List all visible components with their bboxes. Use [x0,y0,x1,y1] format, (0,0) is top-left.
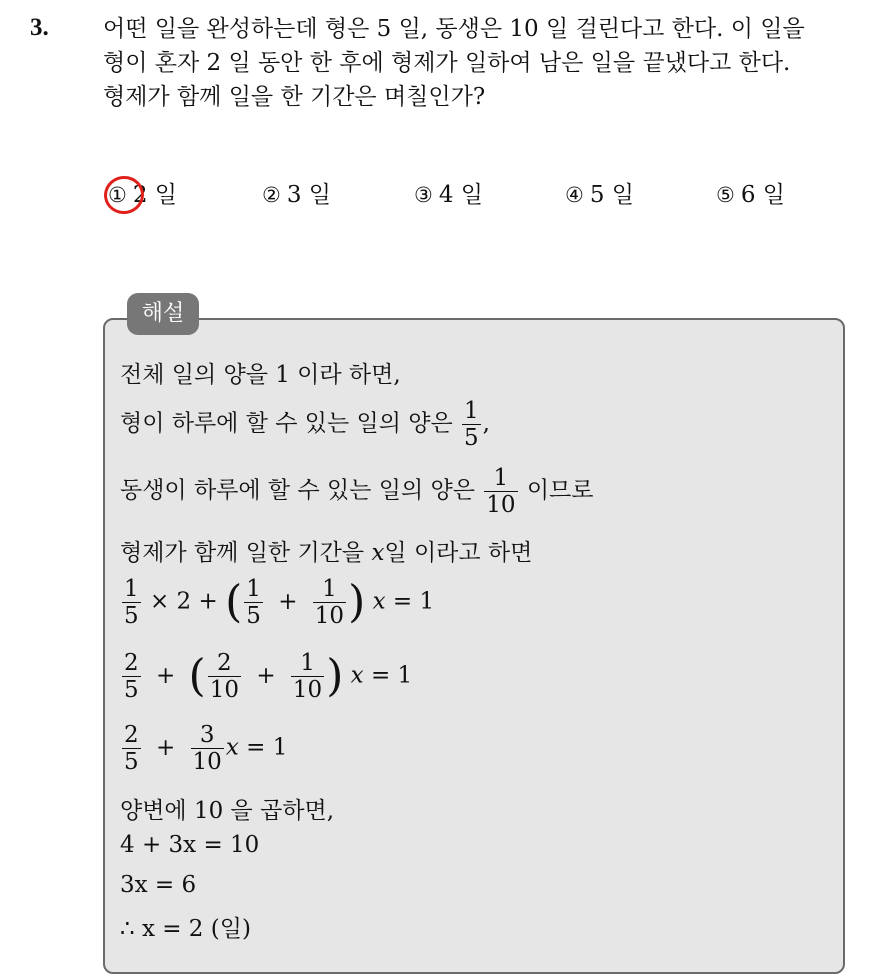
left-paren: ( [188,650,206,702]
choice-mark: ③ [414,183,433,207]
solution-text: 형제가 함께 일한 기간을 [120,540,365,566]
equation-4: 4 + 3x = 10 [120,832,260,858]
variable-x: x [372,588,386,615]
denominator: 5 [464,425,479,451]
choice-label: 3 일 [286,182,331,208]
solution-line: 전체 일의 양을 1 이라 하면, [120,362,401,388]
equation-rhs: = 1 [246,734,288,761]
choice-label: 2 일 [132,182,177,208]
choice-5[interactable] [716,176,785,209]
denominator: 10 [486,492,516,518]
numerator: 3 [199,722,215,748]
numerator: 2 [217,650,232,676]
variable-x: x [225,734,239,761]
solution-text: 동생이 하루에 할 수 있는 일의 양은 [120,477,475,504]
fraction [208,650,241,703]
question-line: 어떤 일을 완성하는데 형은 5 일, 동생은 10 일 걸린다고 한다. 이 일을 [103,16,805,42]
equation-5: 3x = 6 [120,872,197,898]
fraction [122,722,141,775]
choice-mark: ④ [565,183,584,207]
question-text [103,12,873,114]
choice-mark: ① [108,183,127,207]
equation-rhs: = 1 [392,588,435,615]
numerator: 1 [246,576,261,602]
choice-label: 4 일 [438,182,483,208]
operator: × 2 + [149,588,218,615]
question-line: 형이 혼자 2 일 동안 한 후에 형제가 일하여 남은 일을 끝냈다고 한다. [103,50,791,76]
denominator: 10 [292,677,323,703]
question-number: 3. [30,14,49,41]
right-paren: ) [326,650,344,702]
choice-label: 5 일 [589,182,634,208]
numerator: 1 [300,650,315,676]
denominator: 10 [209,677,239,703]
fraction [462,398,481,451]
operator: + [155,662,176,689]
equation-conclusion: ∴ x = 2 (일) [120,916,251,942]
solution-text: , [482,410,490,437]
fraction [484,465,517,518]
solution-text: 일 이라고 하면 [384,540,533,566]
question-line: 형제가 함께 일을 한 기간은 며칠인가? [103,84,486,110]
solution-line [120,398,490,451]
operator: + [256,662,276,689]
numerator: 2 [124,722,139,748]
denominator: 10 [314,603,345,629]
choice-mark: ⑤ [716,183,735,207]
operator: + [278,588,298,615]
denominator: 5 [124,603,139,629]
operator: + [155,734,176,761]
numerator: 1 [322,576,337,602]
equation-rhs: = 1 [370,662,413,689]
denominator: 5 [124,749,139,775]
denominator: 5 [124,677,139,703]
right-paren: ) [348,576,366,628]
denominator: 10 [192,749,222,775]
solution-tab: 해설 [127,293,199,335]
fraction [244,576,263,629]
fraction [191,722,224,775]
choice-3[interactable] [414,176,483,209]
choice-2[interactable] [262,176,331,209]
equation-2 [120,650,412,703]
choice-label: 6 일 [740,182,785,208]
denominator: 5 [246,603,261,629]
solution-text: 이므로 [526,477,594,504]
fraction [313,576,346,629]
numerator: 1 [124,576,139,602]
choice-4[interactable] [565,176,634,209]
fraction [122,650,141,703]
solution-line [120,534,532,567]
fraction [122,576,141,629]
variable-x: x [371,540,385,566]
choice-mark: ② [262,183,281,207]
equation-1 [120,576,434,629]
numerator: 1 [493,465,509,491]
numerator: 1 [464,398,479,424]
equation-3 [120,722,287,775]
solution-text: 형이 하루에 할 수 있는 일의 양은 [120,410,453,437]
left-paren: ( [225,576,243,628]
fraction [291,650,324,703]
variable-x: x [350,662,364,689]
numerator: 2 [124,650,139,676]
solution-line [120,465,593,518]
solution-line: 양변에 10 을 곱하면, [120,798,335,824]
